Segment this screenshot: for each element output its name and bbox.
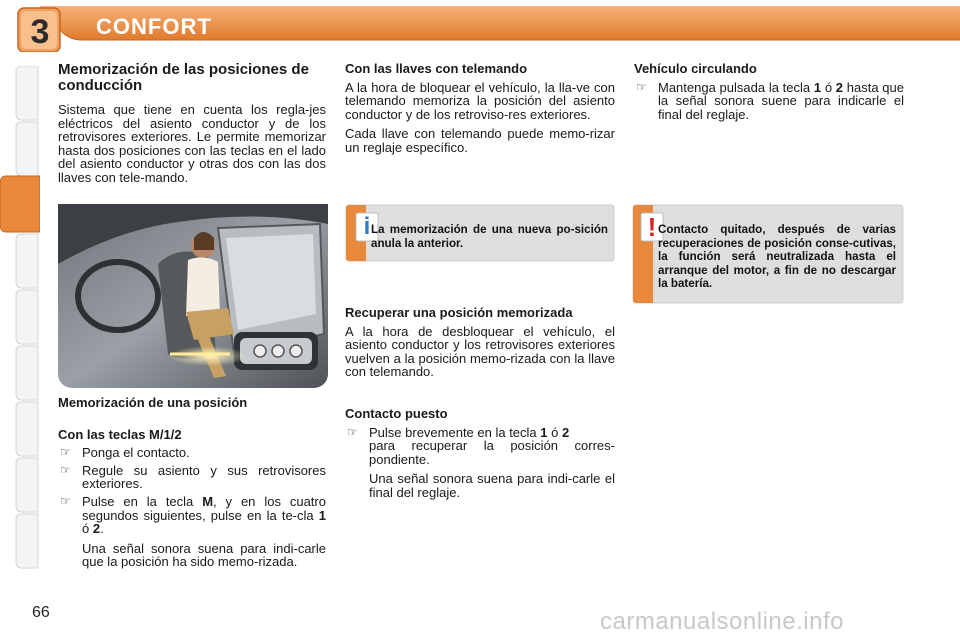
recall-paragraph: A la hora de desbloquear el vehículo, el asiento conductor y los retrovisores exteriores vuelven a la posición memo-rizada con la llave con telemando.: [345, 323, 615, 380]
contact-heading: Contacto puesto: [345, 406, 448, 421]
left-column: [58, 62, 326, 191]
key-1: 1: [813, 79, 822, 95]
pointing-hand-icon: ☞: [636, 79, 647, 94]
pointing-hand-icon: ☞: [60, 493, 71, 508]
remote-paragraph: A la hora de bloquear el vehículo, la lla-ve con telemando memoriza la posición del asiento conductor y de los retroviso-res exteriores.: [345, 79, 615, 122]
chapter-number: 3: [30, 13, 50, 51]
period-text: .: [100, 521, 104, 537]
key-2: 2: [835, 79, 844, 95]
recall-heading: Recuperar una posición memorizada: [345, 305, 573, 320]
warning-icon: !: [647, 212, 657, 242]
list-item: [58, 446, 326, 460]
pointing-hand-icon: ☞: [347, 424, 358, 439]
list-item: [634, 81, 904, 122]
remote-keys-heading: Con las llaves con telemando: [345, 61, 528, 76]
pointing-hand-icon: ☞: [60, 462, 71, 477]
section-heading: Memorización de las posiciones de conducción: [58, 61, 309, 94]
middle-column-top: [345, 62, 615, 161]
remote-paragraph: Cada llave con telemando puede memo-rizar un reglaje específico.: [345, 126, 615, 155]
driving-heading: Vehículo circulando: [634, 61, 757, 76]
list-item: [345, 426, 615, 467]
chapter-title: CONFORT: [96, 14, 212, 39]
key-m: M: [202, 493, 214, 509]
list-item-text: Regule su asiento y sus retrovisores exteriores.: [82, 462, 326, 492]
list-item-text: Pulse en la tecla: [82, 493, 203, 509]
recall-block: [345, 306, 615, 385]
contact-block: [345, 407, 615, 500]
key-2: 2: [92, 521, 101, 537]
key-2: 2: [561, 424, 570, 440]
or-text: ó: [82, 521, 93, 537]
list-item-text: , y en los cuatro segundos siguientes, pulse en la te-cla: [82, 493, 326, 523]
watermark: carmanualsonline.info: [600, 608, 844, 635]
memorization-block: [58, 396, 326, 569]
follow-text: Una señal sonora suena para indi-carle el final del reglaje.: [369, 471, 615, 500]
or-text: ó: [547, 424, 562, 440]
or-text: ó: [821, 79, 836, 95]
list-item: [58, 464, 326, 491]
list-item-text: Pulse brevemente en la tecla: [369, 424, 541, 440]
follow-text: Una señal sonora suena para indi-carle que la posición ha sido memo-rizada.: [82, 540, 326, 570]
pointing-hand-icon: ☞: [60, 445, 71, 460]
info-icon: i: [363, 213, 371, 240]
list-item-text: Mantenga pulsada la tecla: [658, 79, 814, 95]
key-1: 1: [540, 424, 548, 440]
key-1: 1: [318, 507, 326, 523]
driver-seat-photo: [58, 204, 328, 388]
list-item-text: Ponga el contacto.: [82, 445, 190, 461]
keys-subheading: Con las teclas M/1/2: [58, 426, 182, 442]
warning-note-text: Contacto quitado, después de varias recuperaciones de posición conse-cutivas, la función será neutralizada hasta el arranque del motor, a fin de no descargar la batería.: [658, 223, 896, 291]
intro-paragraph: Sistema que tiene en cuenta los regla-jes eléctricos del asiento conductor y de los retrovisores exteriores. Le permite memorizar hasta dos posiciones con las teclas en el lado del asiento conductor y otras dos con las dos llaves con tele-mando.: [58, 102, 326, 185]
page-number: 66: [32, 604, 50, 621]
right-column: [634, 62, 904, 125]
info-note-text: La memorización de una nueva po-sición anula la anterior.: [371, 223, 608, 250]
chapter-tabs: [0, 66, 40, 576]
list-item-text: hasta que la señal sonora suene para indicarle el final del reglaje.: [658, 79, 904, 122]
list-item-text: para recuperar la posición corres-pondiente.: [369, 438, 615, 467]
list-item: [58, 495, 326, 536]
memorization-heading: Memorización de una posición: [58, 395, 248, 410]
